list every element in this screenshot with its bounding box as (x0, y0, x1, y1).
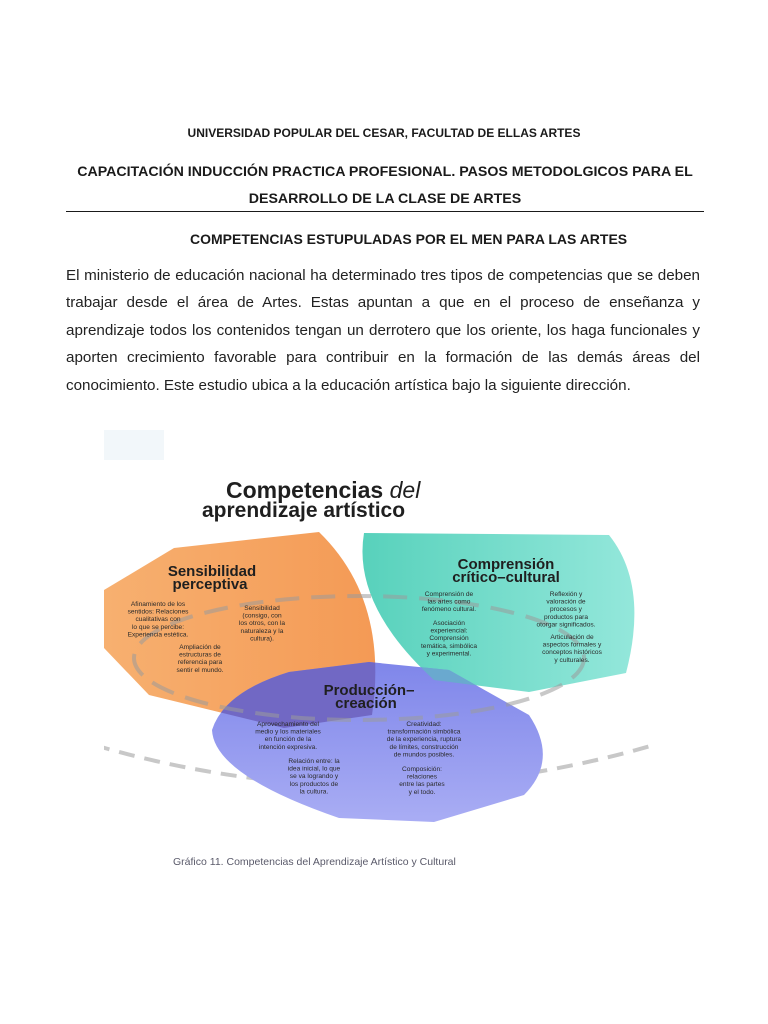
diagram-text-line: de mundos posibles. (393, 751, 455, 759)
diagram-text-line: Comprensión de (424, 591, 474, 598)
diagram-text-line: aspectos formales y (542, 641, 602, 649)
diagram-text-line: Afinamiento de los (130, 601, 186, 608)
venn-diagram (104, 430, 654, 870)
sensibilidad-item-1 (128, 601, 190, 638)
diagram-text-line: conceptos históricos (542, 649, 602, 657)
diagram-text-line: sentir el mundo. (176, 666, 224, 674)
diagram-text-line: Articulación de (550, 634, 594, 641)
institution-header: UNIVERSIDAD POPULAR DEL CESAR, FACULTAD DE ELLAS ARTES (187, 126, 581, 140)
diagram-text-line: Ampliación de (179, 644, 221, 651)
diagram-text-line: los otros, con la (238, 620, 286, 628)
figure-title-part-2: del (389, 477, 421, 503)
diagram-text-line: intención expresiva. (258, 743, 318, 751)
comprension-title-2: crítico–cultural (452, 569, 560, 586)
diagram-text-line: relaciones (406, 773, 438, 781)
diagram-text-line: temática, simbólica (420, 642, 478, 650)
diagram-text-line: referencia para (177, 659, 223, 667)
diagram-text-line: naturaleza y la (240, 627, 284, 635)
diagram-text-line: procesos y (550, 606, 582, 614)
diagram-text-line: Reflexión y (549, 591, 583, 598)
diagram-text-line: y culturales. (554, 656, 590, 664)
diagram-text-line: medio y los materiales (255, 728, 321, 736)
diagram-text-line: entre las partes (399, 781, 445, 789)
diagram-text-line: de la experiencia, ruptura (386, 736, 462, 744)
diagram-text-line: Composición: (402, 766, 442, 773)
diagram-text-line: Creatividad: (406, 721, 442, 728)
diagram-text-line: sentidos: Relaciones (127, 608, 189, 616)
figure-caption: Gráfico 11. Competencias del Aprendizaje Artístico y Cultural (173, 856, 456, 868)
diagram-text-line: se va logrando y (289, 773, 339, 781)
diagram-text-line: cualitativas con (135, 616, 181, 624)
diagram-text-line: productos para (544, 613, 588, 621)
document-title (66, 159, 704, 213)
diagram-text-line: estructuras de (179, 651, 221, 659)
intro-paragraph: El ministerio de educación nacional ha determinado tres tipos de competencias que se deben trabajar desde el área de Artes. Estas apuntan a que en el proceso de enseñanza y aprendizaje todos los contenidos tengan un derrotero que los oriente, los haga funcionales y aporten crecimiento favorable para contribuir en la formación de las demás áreas del conocimiento. Este estudio ubica a la educación artística bajo la siguiente dirección. (66, 267, 700, 394)
produccion-title-2: creación (335, 695, 397, 712)
diagram-text-line: los productos de (289, 780, 339, 788)
diagram-text-line: otorgar significados. (536, 621, 596, 629)
diagram-text-line: idea inicial, lo que (287, 765, 341, 773)
diagram-text-line: fenómeno cultural. (421, 606, 477, 614)
diagram-text-line: Experiencia estética. (127, 631, 189, 639)
diagram-text-line: Aprovechamiento del (257, 721, 319, 728)
sensibilidad-title-1: Sensibilidad (167, 563, 257, 580)
diagram-text-line: y el todo. (408, 788, 436, 796)
diagram-text-line: las artes como (427, 598, 471, 606)
sensibilidad-item-3 (177, 644, 224, 674)
comprension-title-1: Comprensión (457, 556, 555, 573)
sensibilidad-title-2: perceptiva (172, 576, 248, 593)
diagram-text-line: cultura). (250, 635, 274, 643)
diagram-text-line: Sensibilidad (244, 605, 280, 612)
title-divider (66, 211, 704, 212)
comprension-item-1 (422, 591, 476, 613)
competencies-diagram (104, 430, 654, 870)
diagram-text-line: de límites, construcción (389, 743, 459, 751)
diagram-text-line: en función de la (264, 736, 312, 744)
section-title: COMPETENCIAS ESTUPULADAS POR EL MEN PARA LAS ARTES (190, 231, 628, 247)
figure-title-line-2: aprendizaje artístico (202, 499, 406, 522)
diagram-text-line: (consigo, con (242, 612, 282, 620)
diagram-text-line: la cultura. (299, 788, 329, 796)
diagram-text-line: lo que se percibe: (131, 623, 185, 631)
document-title-line-1: CAPACITACIÓN INDUCCIÓN PRACTICA PROFESIONAL. PASOS METODOLGICOS PARA EL (77, 164, 693, 180)
diagram-text-line: y experimental. (426, 650, 472, 658)
diagram-text-line: Relación entre: la (288, 758, 340, 765)
diagram-text-line: experiencial: (430, 627, 468, 635)
figure-title-part-1: Competencias (226, 477, 384, 503)
diagram-text-line: Asociación (433, 620, 465, 627)
diagram-text-line: valoración de (546, 598, 586, 606)
produccion-title-1: Producción– (323, 682, 415, 699)
diagram-text-line: transformación simbólica (387, 728, 461, 736)
document-title-line-2: DESARROLLO DE LA CLASE DE ARTES (248, 191, 522, 207)
diagram-text-line: Comprensión (429, 635, 469, 643)
